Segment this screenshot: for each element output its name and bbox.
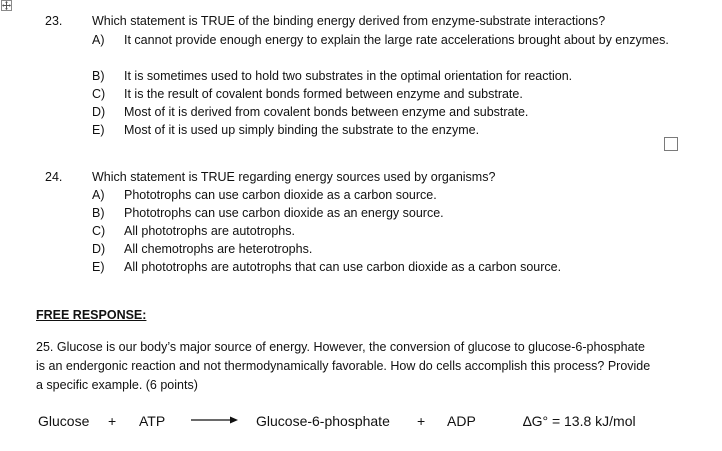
product-glucose-6-phosphate: Glucose-6-phosphate [256,413,390,429]
plus-sign: + [417,413,426,429]
option-letter: E) [92,123,105,137]
question-number: 23. [45,14,63,28]
option-letter: C) [92,224,106,238]
question-stem: Which statement is TRUE regarding energy sources used by organisms? [92,170,496,184]
option-text: Most of it is used up simply binding the substrate to the enzyme. [124,123,480,137]
question-stem: Which statement is TRUE of the binding energy derived from enzyme-substrate interactions? [92,14,606,28]
option-text: It is sometimes used to hold two substrates in the optimal orientation for reaction. [124,69,573,83]
option-letter: B) [92,206,105,220]
option-letter: D) [92,242,106,256]
question-number: 24. [45,170,63,184]
product-adp: ADP [447,413,476,429]
option-letter: E) [92,260,105,274]
option-text: Phototrophs can use carbon dioxide as an energy source. [124,206,444,220]
plus-sign: + [108,413,117,429]
option-letter: D) [92,105,106,119]
answer-checkbox[interactable] [664,137,678,151]
delta-g-value: ∆G° = 13.8 kJ/mol [523,413,636,429]
reactant-glucose: Glucose [38,413,90,429]
option-letter: A) [92,33,105,47]
option-text: All chemotrophs are heterotrophs. [124,242,313,256]
reactant-atp: ATP [139,413,166,429]
option-text: It cannot provide enough energy to explain the large rate accelerations brought about by enzymes. [124,33,669,47]
table-move-handle[interactable] [1,0,12,11]
option-text: All phototrophs are autotrophs. [124,224,295,238]
free-response-heading: FREE RESPONSE: [36,308,147,322]
free-response-question: 25. Glucose is our body’s major source of energy. However, the conversion of glucose to glucose-6-phosphate is an endergonic reaction and not thermodynamically favorable. How do cells accomplish this process? Provide a specific example. (6 points) [36,340,651,392]
option-letter: C) [92,87,106,101]
option-letter: B) [92,69,105,83]
move-cross-icon [2,1,11,10]
right-arrow-icon [191,414,239,426]
option-text: It is the result of covalent bonds formed between enzyme and substrate. [124,87,523,101]
option-letter: A) [92,188,105,202]
option-text: Phototrophs can use carbon dioxide as a carbon source. [124,188,437,202]
option-text: All phototrophs are autotrophs that can use carbon dioxide as a carbon source. [124,260,562,274]
option-text: Most of it is derived from covalent bonds between enzyme and substrate. [124,105,529,119]
